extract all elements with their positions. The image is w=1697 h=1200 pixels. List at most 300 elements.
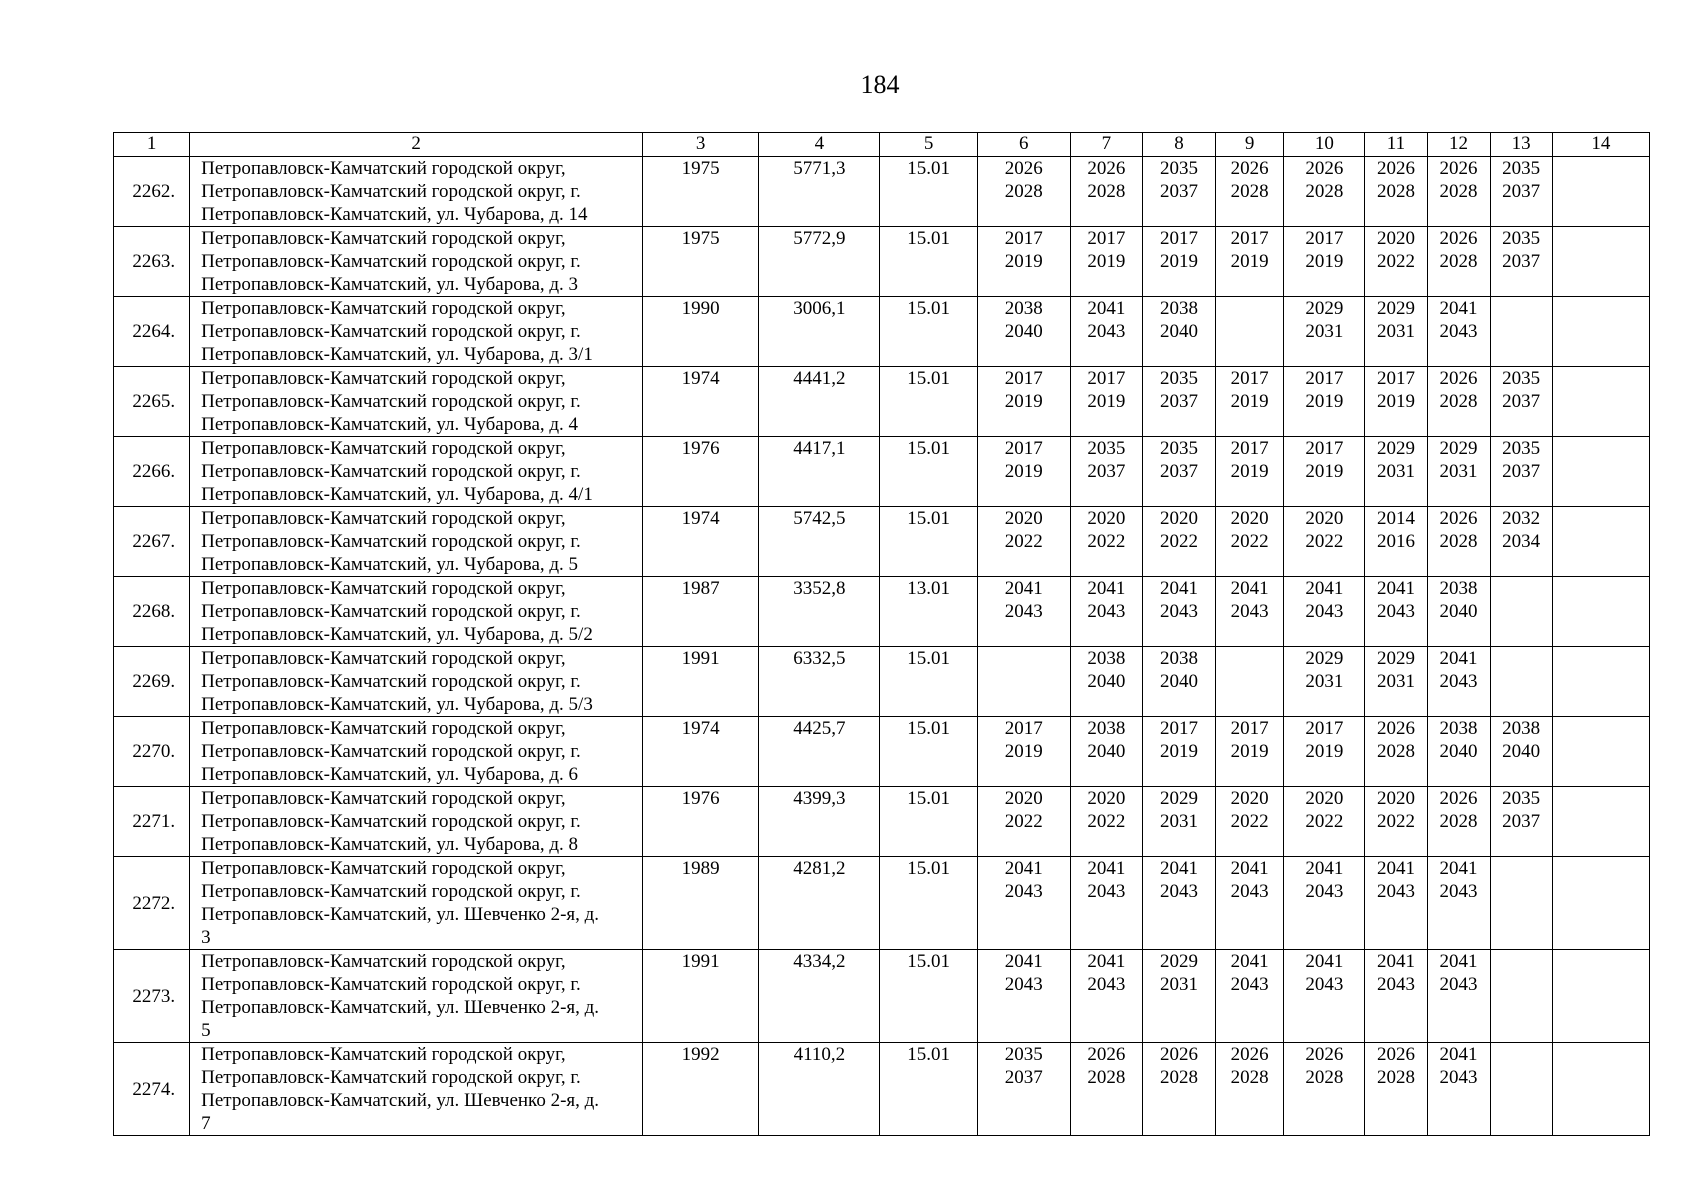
period-year: 2019 <box>1087 251 1126 272</box>
period-year: 2043 <box>1230 881 1269 902</box>
period-cell-col-10 <box>1284 507 1365 577</box>
period-year: 2037 <box>1160 461 1199 482</box>
address-line: Петропавловск-Камчатский городской округ, <box>201 718 566 739</box>
area-cell: 5772,9 <box>759 227 880 297</box>
period-cell-col-10 <box>1284 857 1365 950</box>
period-year: 2043 <box>1160 881 1199 902</box>
address-line: Петропавловск-Камчатский городской округ, г. <box>201 321 581 342</box>
address-line: Петропавловск-Камчатский, ул. Чубарова, д. 4/1 <box>201 484 593 505</box>
address-cell <box>190 647 643 717</box>
period-cell-col-11 <box>1365 507 1427 577</box>
column-header: 6 <box>977 133 1070 157</box>
period-year: 2028 <box>1439 811 1478 832</box>
period-cell-col-6 <box>977 717 1070 787</box>
period-cell-col-13 <box>1490 787 1552 857</box>
period-cell-col-13 <box>1490 507 1552 577</box>
period-year: 2026 <box>1230 158 1269 179</box>
address-line: Петропавловск-Камчатский городской округ, <box>201 228 566 249</box>
construction-year-cell: 1987 <box>643 577 759 647</box>
period-cell-col-14 <box>1552 577 1649 647</box>
period-cell-col-9 <box>1216 1043 1284 1136</box>
page-number: 184 <box>860 70 900 99</box>
period-year: 2043 <box>1087 974 1126 995</box>
row-number-cell: 2268. <box>114 577 190 647</box>
period-year: 2019 <box>1305 741 1344 762</box>
address-line: Петропавловск-Камчатский городской округ, г. <box>201 741 581 762</box>
column-header: 5 <box>880 133 977 157</box>
address-line: Петропавловск-Камчатский городской округ, г. <box>201 601 581 622</box>
period-year: 2022 <box>1160 531 1199 552</box>
period-year: 2043 <box>1004 881 1043 902</box>
period-year: 2019 <box>1376 391 1415 412</box>
area-cell: 4110,2 <box>759 1043 880 1136</box>
code-cell: 15.01 <box>880 507 977 577</box>
row-number-cell: 2262. <box>114 157 190 227</box>
period-year: 2043 <box>1087 321 1126 342</box>
period-cell-col-8 <box>1142 367 1215 437</box>
area-cell: 3006,1 <box>759 297 880 367</box>
period-year: 2020 <box>1230 788 1269 809</box>
period-cell-col-9 <box>1216 437 1284 507</box>
period-cell-col-11 <box>1365 227 1427 297</box>
period-year: 2022 <box>1376 251 1415 272</box>
period-year: 2019 <box>1004 741 1043 762</box>
area-cell: 4441,2 <box>759 367 880 437</box>
period-year: 2035 <box>1502 438 1541 459</box>
construction-year-cell: 1976 <box>643 787 759 857</box>
address-line: Петропавловск-Камчатский городской округ, <box>201 788 566 809</box>
period-year: 2022 <box>1087 531 1126 552</box>
period-year: 2026 <box>1439 368 1478 389</box>
period-cell-col-7 <box>1070 647 1142 717</box>
period-cell-col-13 <box>1490 950 1552 1043</box>
period-year: 2026 <box>1439 788 1478 809</box>
address-line: Петропавловск-Камчатский, ул. Шевченко 2-я, д. <box>201 997 600 1018</box>
period-year: 2041 <box>1305 858 1344 879</box>
period-year: 2043 <box>1230 601 1269 622</box>
period-year: 2037 <box>1502 181 1541 202</box>
period-cell-col-9 <box>1216 787 1284 857</box>
period-year: 2038 <box>1160 648 1199 669</box>
period-year: 2029 <box>1305 648 1344 669</box>
construction-year-cell: 1989 <box>643 857 759 950</box>
period-year: 2019 <box>1305 461 1344 482</box>
period-year: 2034 <box>1502 531 1541 552</box>
address-cell <box>190 507 643 577</box>
period-cell-col-9 <box>1216 227 1284 297</box>
period-year: 2041 <box>1439 648 1478 669</box>
period-cell-col-12 <box>1427 437 1490 507</box>
period-year: 2043 <box>1305 974 1344 995</box>
period-cell-col-6 <box>977 1043 1070 1136</box>
period-year: 2017 <box>1087 368 1126 389</box>
area-cell: 5771,3 <box>759 157 880 227</box>
period-year: 2026 <box>1439 158 1478 179</box>
period-year: 2031 <box>1305 671 1344 692</box>
period-cell-col-12 <box>1427 950 1490 1043</box>
address-cell <box>190 787 643 857</box>
period-cell-col-13 <box>1490 157 1552 227</box>
period-cell-col-7 <box>1070 1043 1142 1136</box>
address-line: Петропавловск-Камчатский городской округ, г. <box>201 671 581 692</box>
construction-year-cell: 1974 <box>643 367 759 437</box>
address-line: Петропавловск-Камчатский, ул. Шевченко 2-я, д. <box>201 1090 600 1111</box>
construction-year-cell: 1991 <box>643 950 759 1043</box>
period-year: 2041 <box>1439 951 1478 972</box>
address-line: Петропавловск-Камчатский городской округ, г. <box>201 181 581 202</box>
period-cell-col-9 <box>1216 857 1284 950</box>
table-row <box>114 437 1650 507</box>
row-number-cell: 2271. <box>114 787 190 857</box>
address-line: 5 <box>201 1020 211 1041</box>
period-year: 2017 <box>1004 438 1043 459</box>
period-cell-col-9 <box>1216 507 1284 577</box>
period-cell-col-11 <box>1365 647 1427 717</box>
period-year: 2017 <box>1376 368 1415 389</box>
period-year: 2031 <box>1376 461 1415 482</box>
address-line: Петропавловск-Камчатский городской округ, <box>201 951 566 972</box>
period-year: 2022 <box>1087 811 1126 832</box>
period-year: 2028 <box>1087 1067 1126 1088</box>
period-year: 2028 <box>1376 741 1415 762</box>
period-cell-col-8 <box>1142 507 1215 577</box>
period-cell-col-7 <box>1070 157 1142 227</box>
period-year: 2038 <box>1087 718 1126 739</box>
period-year: 2041 <box>1230 578 1269 599</box>
period-cell-col-13 <box>1490 717 1552 787</box>
period-cell-col-14 <box>1552 437 1649 507</box>
period-year: 2037 <box>1004 1067 1043 1088</box>
period-cell-col-11 <box>1365 367 1427 437</box>
period-cell-col-10 <box>1284 647 1365 717</box>
address-line: Петропавловск-Камчатский городской округ, г. <box>201 461 581 482</box>
period-year: 2041 <box>1087 298 1126 319</box>
period-year: 2017 <box>1305 718 1344 739</box>
period-year: 2019 <box>1230 251 1269 272</box>
period-year: 2022 <box>1305 531 1344 552</box>
period-year: 2043 <box>1376 601 1415 622</box>
period-year: 2041 <box>1087 951 1126 972</box>
period-year: 2020 <box>1004 788 1043 809</box>
period-year: 2040 <box>1439 741 1478 762</box>
code-cell: 15.01 <box>880 1043 977 1136</box>
row-number-cell: 2264. <box>114 297 190 367</box>
period-year: 2016 <box>1376 531 1415 552</box>
area-cell: 3352,8 <box>759 577 880 647</box>
row-number-cell: 2265. <box>114 367 190 437</box>
period-cell-col-14 <box>1552 1043 1649 1136</box>
address-cell <box>190 367 643 437</box>
period-year: 2043 <box>1305 601 1344 622</box>
area-cell: 4417,1 <box>759 437 880 507</box>
period-year: 2026 <box>1376 1044 1415 1065</box>
period-year: 2026 <box>1305 158 1344 179</box>
period-cell-col-9 <box>1216 157 1284 227</box>
period-year: 2022 <box>1004 811 1043 832</box>
period-cell-col-8 <box>1142 297 1215 367</box>
period-cell-col-12 <box>1427 367 1490 437</box>
row-number-cell: 2266. <box>114 437 190 507</box>
period-year: 2028 <box>1004 181 1043 202</box>
period-cell-col-14 <box>1552 647 1649 717</box>
period-cell-col-6 <box>977 227 1070 297</box>
period-year: 2040 <box>1160 321 1199 342</box>
column-header: 13 <box>1490 133 1552 157</box>
period-year: 2028 <box>1439 181 1478 202</box>
period-cell-col-7 <box>1070 717 1142 787</box>
period-cell-col-10 <box>1284 297 1365 367</box>
period-cell-col-8 <box>1142 577 1215 647</box>
address-line: Петропавловск-Камчатский городской округ, г. <box>201 1067 581 1088</box>
period-year: 2043 <box>1087 601 1126 622</box>
period-cell-col-14 <box>1552 787 1649 857</box>
period-year: 2041 <box>1160 578 1199 599</box>
period-year: 2041 <box>1004 858 1043 879</box>
period-year: 2031 <box>1376 321 1415 342</box>
address-line: Петропавловск-Камчатский городской округ, г. <box>201 391 581 412</box>
address-cell <box>190 1043 643 1136</box>
table-row <box>114 507 1650 577</box>
period-year: 2043 <box>1439 671 1478 692</box>
period-year: 2020 <box>1230 508 1269 529</box>
address-line: Петропавловск-Камчатский городской округ, г. <box>201 974 581 995</box>
period-year: 2017 <box>1160 718 1199 739</box>
construction-year-cell: 1990 <box>643 297 759 367</box>
column-header: 12 <box>1427 133 1490 157</box>
column-header: 4 <box>759 133 880 157</box>
address-line: Петропавловск-Камчатский, ул. Чубарова, д. 3/1 <box>201 344 593 365</box>
period-year: 2035 <box>1502 368 1541 389</box>
column-header: 7 <box>1070 133 1142 157</box>
period-cell-col-12 <box>1427 227 1490 297</box>
period-year: 2043 <box>1160 601 1199 622</box>
period-year: 2029 <box>1439 438 1478 459</box>
period-year: 2031 <box>1439 461 1478 482</box>
area-cell: 4425,7 <box>759 717 880 787</box>
period-year: 2019 <box>1305 391 1344 412</box>
period-year: 2038 <box>1004 298 1043 319</box>
period-year: 2040 <box>1439 601 1478 622</box>
period-cell-col-9 <box>1216 647 1284 717</box>
address-cell <box>190 950 643 1043</box>
period-cell-col-8 <box>1142 857 1215 950</box>
period-year: 2041 <box>1087 858 1126 879</box>
period-year: 2040 <box>1087 671 1126 692</box>
period-year: 2041 <box>1376 951 1415 972</box>
period-year: 2041 <box>1439 1044 1478 1065</box>
period-year: 2041 <box>1439 298 1478 319</box>
table-row <box>114 157 1650 227</box>
period-year: 2026 <box>1439 228 1478 249</box>
period-year: 2031 <box>1305 321 1344 342</box>
period-cell-col-9 <box>1216 717 1284 787</box>
construction-year-cell: 1974 <box>643 717 759 787</box>
period-cell-col-13 <box>1490 367 1552 437</box>
period-year: 2041 <box>1305 578 1344 599</box>
period-year: 2028 <box>1230 181 1269 202</box>
address-line: 7 <box>201 1113 211 1134</box>
construction-year-cell: 1976 <box>643 437 759 507</box>
period-year: 2019 <box>1230 741 1269 762</box>
address-line: Петропавловск-Камчатский городской округ, г. <box>201 881 581 902</box>
period-cell-col-7 <box>1070 950 1142 1043</box>
address-line: Петропавловск-Камчатский, ул. Чубарова, д. 3 <box>201 274 579 295</box>
period-year: 2041 <box>1376 578 1415 599</box>
table-row <box>114 647 1650 717</box>
period-cell-col-9 <box>1216 950 1284 1043</box>
area-cell: 5742,5 <box>759 507 880 577</box>
column-header: 2 <box>190 133 643 157</box>
period-year: 2022 <box>1004 531 1043 552</box>
period-year: 2037 <box>1160 181 1199 202</box>
period-year: 2031 <box>1160 974 1199 995</box>
period-year: 2035 <box>1004 1044 1043 1065</box>
period-year: 2022 <box>1230 811 1269 832</box>
period-cell-col-9 <box>1216 297 1284 367</box>
address-line: Петропавловск-Камчатский городской округ, <box>201 578 566 599</box>
column-header: 3 <box>643 133 759 157</box>
period-year: 2037 <box>1502 811 1541 832</box>
column-header: 8 <box>1142 133 1215 157</box>
table-row <box>114 717 1650 787</box>
address-line: Петропавловск-Камчатский городской округ, <box>201 648 566 669</box>
period-cell-col-6 <box>977 507 1070 577</box>
period-year: 2037 <box>1087 461 1126 482</box>
code-cell: 15.01 <box>880 857 977 950</box>
address-cell <box>190 297 643 367</box>
period-cell-col-7 <box>1070 437 1142 507</box>
period-cell-col-11 <box>1365 437 1427 507</box>
period-year: 2041 <box>1305 951 1344 972</box>
period-year: 2029 <box>1376 298 1415 319</box>
code-cell: 15.01 <box>880 297 977 367</box>
period-cell-col-6 <box>977 297 1070 367</box>
period-year: 2038 <box>1439 578 1478 599</box>
period-year: 2041 <box>1230 951 1269 972</box>
period-cell-col-14 <box>1552 507 1649 577</box>
period-year: 2028 <box>1305 1067 1344 1088</box>
period-year: 2043 <box>1087 881 1126 902</box>
period-year: 2035 <box>1087 438 1126 459</box>
period-cell-col-11 <box>1365 577 1427 647</box>
address-line: 3 <box>201 927 211 948</box>
period-cell-col-8 <box>1142 157 1215 227</box>
period-cell-col-12 <box>1427 507 1490 577</box>
period-year: 2028 <box>1376 1067 1415 1088</box>
period-year: 2026 <box>1087 158 1126 179</box>
period-year: 2032 <box>1502 508 1541 529</box>
address-line: Петропавловск-Камчатский городской округ, <box>201 1044 566 1065</box>
code-cell: 15.01 <box>880 950 977 1043</box>
period-year: 2041 <box>1004 951 1043 972</box>
address-line: Петропавловск-Камчатский, ул. Чубарова, д. 6 <box>201 764 579 785</box>
period-year: 2038 <box>1087 648 1126 669</box>
period-year: 2035 <box>1160 438 1199 459</box>
column-header: 9 <box>1216 133 1284 157</box>
period-year: 2026 <box>1230 1044 1269 1065</box>
period-year: 2043 <box>1439 881 1478 902</box>
period-cell-col-11 <box>1365 857 1427 950</box>
construction-year-cell: 1975 <box>643 157 759 227</box>
period-year: 2043 <box>1439 1067 1478 1088</box>
period-cell-col-13 <box>1490 297 1552 367</box>
period-year: 2017 <box>1087 228 1126 249</box>
construction-year-cell: 1975 <box>643 227 759 297</box>
period-cell-col-8 <box>1142 717 1215 787</box>
period-year: 2017 <box>1230 228 1269 249</box>
period-cell-col-14 <box>1552 297 1649 367</box>
period-year: 2028 <box>1439 251 1478 272</box>
period-year: 2041 <box>1004 578 1043 599</box>
period-year: 2019 <box>1004 461 1043 482</box>
period-year: 2026 <box>1004 158 1043 179</box>
period-year: 2035 <box>1160 368 1199 389</box>
period-cell-col-6 <box>977 437 1070 507</box>
table-row <box>114 297 1650 367</box>
period-cell-col-11 <box>1365 717 1427 787</box>
period-year: 2028 <box>1376 181 1415 202</box>
code-cell: 15.01 <box>880 647 977 717</box>
period-cell-col-13 <box>1490 577 1552 647</box>
period-cell-col-6 <box>977 857 1070 950</box>
column-header: 1 <box>114 133 190 157</box>
column-header: 11 <box>1365 133 1427 157</box>
period-year: 2037 <box>1160 391 1199 412</box>
period-year: 2040 <box>1087 741 1126 762</box>
period-year: 2026 <box>1160 1044 1199 1065</box>
period-year: 2038 <box>1160 298 1199 319</box>
table-row <box>114 787 1650 857</box>
period-cell-col-6 <box>977 787 1070 857</box>
period-year: 2028 <box>1230 1067 1269 1088</box>
period-year: 2026 <box>1087 1044 1126 1065</box>
period-cell-col-8 <box>1142 1043 1215 1136</box>
period-cell-col-12 <box>1427 1043 1490 1136</box>
period-cell-col-12 <box>1427 297 1490 367</box>
period-year: 2017 <box>1230 438 1269 459</box>
period-cell-col-8 <box>1142 950 1215 1043</box>
period-year: 2022 <box>1305 811 1344 832</box>
period-cell-col-6 <box>977 367 1070 437</box>
period-year: 2041 <box>1376 858 1415 879</box>
row-number-cell: 2270. <box>114 717 190 787</box>
address-line: Петропавловск-Камчатский городской округ, г. <box>201 811 581 832</box>
period-year: 2041 <box>1439 858 1478 879</box>
period-year: 2040 <box>1160 671 1199 692</box>
period-year: 2035 <box>1502 228 1541 249</box>
period-year: 2017 <box>1004 228 1043 249</box>
period-year: 2035 <box>1502 158 1541 179</box>
period-cell-col-6 <box>977 157 1070 227</box>
period-year: 2037 <box>1502 391 1541 412</box>
period-year: 2020 <box>1376 788 1415 809</box>
period-cell-col-14 <box>1552 950 1649 1043</box>
period-cell-col-10 <box>1284 717 1365 787</box>
period-year: 2029 <box>1160 788 1199 809</box>
period-year: 2029 <box>1160 951 1199 972</box>
period-cell-col-11 <box>1365 950 1427 1043</box>
area-cell: 4399,3 <box>759 787 880 857</box>
period-cell-col-10 <box>1284 1043 1365 1136</box>
period-cell-col-10 <box>1284 157 1365 227</box>
period-cell-col-11 <box>1365 297 1427 367</box>
address-cell <box>190 157 643 227</box>
period-year: 2022 <box>1376 811 1415 832</box>
period-year: 2043 <box>1004 601 1043 622</box>
period-year: 2017 <box>1004 368 1043 389</box>
period-cell-col-14 <box>1552 857 1649 950</box>
period-year: 2041 <box>1087 578 1126 599</box>
